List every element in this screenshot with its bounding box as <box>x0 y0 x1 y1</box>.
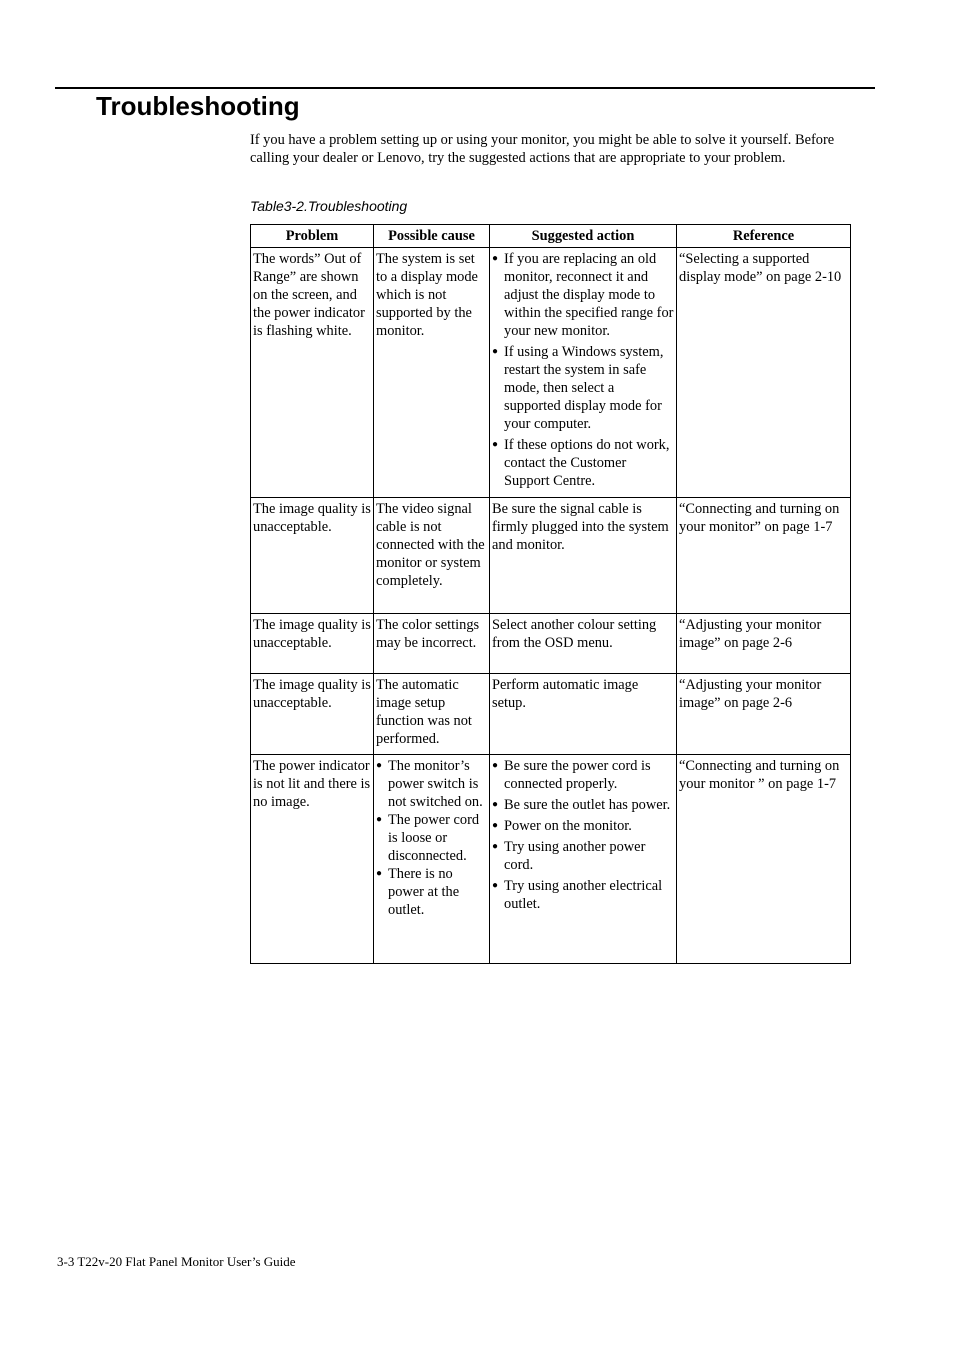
cause-cell: The color settings may be incorrect. <box>374 614 490 674</box>
header-rule <box>55 87 875 89</box>
reference-cell: “Adjusting your monitor image” on page 2-6 <box>677 674 851 755</box>
list-item: ● The monitor’s power switch is not switched on. <box>376 757 487 811</box>
problem-cell: The image quality is unacceptable. <box>251 498 374 614</box>
list-item: ● Power on the monitor. <box>492 817 674 835</box>
problem-cell: The image quality is unacceptable. <box>251 614 374 674</box>
problem-cell: The power indicator is not lit and there is no image. <box>251 755 374 964</box>
action-cell: Select another colour setting from the OSD menu. <box>490 614 677 674</box>
list-item: ● Try using another power cord. <box>492 838 674 874</box>
list-item: ● There is no power at the outlet. <box>376 865 487 919</box>
list-item: ● The power cord is loose or disconnected. <box>376 811 487 865</box>
problem-cell: The words” Out of Range” are shown on the screen, and the power indicator is flashing white. <box>251 248 374 498</box>
header-suggested-action: Suggested action <box>490 225 677 248</box>
header-reference: Reference <box>677 225 851 248</box>
cause-list <box>376 757 487 919</box>
reference-cell: “Connecting and turning on your monitor ” on page 1-7 <box>677 755 851 964</box>
table-row <box>251 614 851 674</box>
cause-cell: The video signal cable is not connected with the monitor or system completely. <box>374 498 490 614</box>
action-cell: Perform automatic image setup. <box>490 674 677 755</box>
action-cell <box>490 755 677 964</box>
cause-cell <box>374 755 490 964</box>
reference-cell: “Selecting a supported display mode” on page 2-10 <box>677 248 851 498</box>
problem-cell: The image quality is unacceptable. <box>251 674 374 755</box>
action-cell: Be sure the signal cable is firmly plugged into the system and monitor. <box>490 498 677 614</box>
cause-cell: The automatic image setup function was not performed. <box>374 674 490 755</box>
table-row <box>251 755 851 964</box>
list-item: ● If using a Windows system, restart the system in safe mode, then select a supported display mode for your computer. <box>492 343 674 433</box>
action-list <box>492 757 674 913</box>
header-problem: Problem <box>251 225 374 248</box>
list-item: ● Try using another electrical outlet. <box>492 877 674 913</box>
page-footer: 3-3 T22v-20 Flat Panel Monitor User’s Guide <box>57 1254 296 1269</box>
action-list <box>492 250 674 490</box>
table-row <box>251 674 851 755</box>
action-cell <box>490 248 677 498</box>
list-item: ● Be sure the outlet has power. <box>492 796 674 814</box>
header-possible-cause: Possible cause <box>374 225 490 248</box>
list-item: ● Be sure the power cord is connected properly. <box>492 757 674 793</box>
table-caption: Table3-2.Troubleshooting <box>250 198 408 214</box>
page-title: Troubleshooting <box>96 91 300 121</box>
table-header-row <box>251 225 851 248</box>
reference-cell: “Connecting and turning on your monitor” on page 1-7 <box>677 498 851 614</box>
reference-cell: “Adjusting your monitor image” on page 2-6 <box>677 614 851 674</box>
list-item: ● If you are replacing an old monitor, reconnect it and adjust the display mode to within the specified range for your new monitor. <box>492 250 674 340</box>
intro-paragraph: If you have a problem setting up or using your monitor, you might be able to solve it yourself. Before calling your dealer or Lenovo, try the suggested actions that are appropriate to your problem. <box>250 132 835 166</box>
list-item: ● If these options do not work, contact the Customer Support Centre. <box>492 436 674 490</box>
cause-cell: The system is set to a display mode which is not supported by the monitor. <box>374 248 490 498</box>
table-row <box>251 498 851 614</box>
table-row <box>251 248 851 498</box>
troubleshooting-table <box>250 224 851 964</box>
